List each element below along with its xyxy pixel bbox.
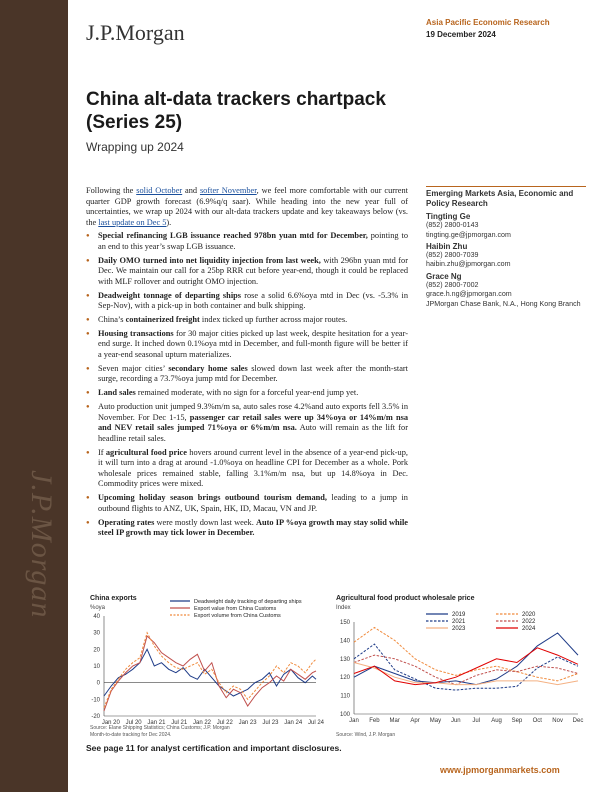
research-unit: Asia Pacific Economic Research <box>426 18 550 27</box>
y-tick-label: 150 <box>339 620 350 626</box>
y-unit-label: Index <box>336 605 351 611</box>
y-tick-label: 120 <box>339 675 350 682</box>
analyst-phone: (852) 2800-7039 <box>426 251 479 260</box>
report-header <box>426 18 550 39</box>
intro-paragraph <box>86 186 408 228</box>
x-tick-label: Jul 24 <box>307 720 325 726</box>
x-tick-label: Jan 24 <box>284 720 303 726</box>
analyst-name: Grace Ng <box>426 271 462 281</box>
agri-price-chart <box>334 590 588 740</box>
x-tick-label: Jan 23 <box>238 720 257 726</box>
disclosure-note: See page 11 for analyst certification and important disclosures. <box>86 743 342 753</box>
y-tick-label: -10 <box>91 697 100 704</box>
legend-label: Export volume from China Customs <box>194 613 281 619</box>
takeaway-text: remained moderate, with no sign for a forceful year-end jump yet. <box>135 388 359 398</box>
page-subtitle: Wrapping up 2024 <box>86 140 184 154</box>
analyst-phone: (852) 2800-7002 <box>426 281 479 290</box>
series-line <box>354 648 578 685</box>
x-tick-label: Jul 22 <box>216 720 233 726</box>
intro-text: and <box>182 186 200 195</box>
takeaway-highlight: Daily OMO turned into net liquidity injection from last week, <box>98 255 321 265</box>
y-tick-label: 0 <box>96 680 100 687</box>
chart-title: China exports <box>90 595 137 602</box>
takeaway-item <box>86 388 408 399</box>
takeaway-text: China’s <box>98 315 126 325</box>
y-tick-label: 30 <box>93 630 100 637</box>
takeaway-highlight: Housing transactions <box>98 328 174 338</box>
takeaway-item <box>86 256 408 288</box>
x-tick-label: Apr <box>410 718 420 724</box>
sidebar-watermark: J.P.Morgan <box>25 470 58 619</box>
page-title: China alt-data trackers chartpack (Series 25) <box>86 89 386 133</box>
legend-label: 2021 <box>452 619 466 625</box>
takeaway-highlight: Operating rates <box>98 517 155 527</box>
takeaway-highlight: passenger car retail sales were up 34%oya or 14%m/m nsa and NEV retail sales jumped 71%oya or 6%m/m nsa. <box>98 412 409 433</box>
series-line <box>354 663 578 685</box>
takeaway-text: rose a solid 6.6%oya mtd in Dec (vs. -5.3% in Sep-Nov), with a pick-up in both container and bulk shipping. <box>98 290 408 311</box>
x-tick-label: Aug <box>491 718 502 724</box>
link-solid-october[interactable]: solid October <box>136 186 183 195</box>
takeaway-item <box>86 518 408 539</box>
analyst-email[interactable]: grace.h.ng@jpmorgan.com <box>426 290 512 299</box>
analyst-name: Haibin Zhu <box>426 241 468 251</box>
takeaway-text: with 296bn yuan mtd for Dec. We maintain our call for a 25bp RRR cut before year-end, though it could be replaced with MLF rollover and outright OMO injection. <box>98 255 408 286</box>
takeaway-text: pointing to an end to this year’s swap LGB issuance. <box>98 231 408 251</box>
y-tick-label: 130 <box>339 656 350 663</box>
y-tick-label: 40 <box>93 614 100 620</box>
x-tick-label: Jul 23 <box>262 720 279 726</box>
takeaways-list <box>86 231 408 538</box>
china-exports-svg <box>86 590 325 740</box>
chart-note: Month-to-date tracking for Dec 2024. <box>90 732 172 738</box>
chart-source: Source: Wind, J.P. Morgan <box>336 732 396 738</box>
body-text <box>86 186 408 542</box>
legend-label: Deadweight daily tracking of departing ships <box>194 599 302 605</box>
takeaway-item <box>86 493 408 514</box>
legend-label: 2023 <box>452 626 466 632</box>
takeaway-item <box>86 402 408 444</box>
takeaway-text: Auto will remain as the lift for headline retail sales. <box>98 423 408 443</box>
takeaway-text: If <box>98 447 106 457</box>
y-tick-label: 140 <box>339 638 350 645</box>
legend-label: 2022 <box>522 619 536 625</box>
x-tick-label: Jan 22 <box>193 720 212 726</box>
takeaway-highlight: containerized freight <box>125 315 200 325</box>
analyst-panel <box>426 186 586 309</box>
chart-title: Agricultural food product wholesale price <box>336 595 475 602</box>
takeaway-highlight: agricultural food price <box>105 447 187 457</box>
x-tick-label: Sep <box>511 718 523 724</box>
x-tick-label: Nov <box>552 718 563 724</box>
x-tick-label: Jan <box>349 718 359 724</box>
takeaway-highlight: secondary home sales <box>168 363 248 373</box>
x-tick-label: Jun <box>450 718 461 724</box>
chart-source: Source: Elane Shipping Statistics; China Customs; J.P. Morgan <box>90 725 230 731</box>
takeaway-highlight: Special refinancing LGB issuance reached 978bn yuan mtd for December, <box>98 231 368 241</box>
takeaway-highlight: Land sales <box>98 388 136 398</box>
y-tick-label: -20 <box>91 714 100 720</box>
jpmorgan-logo: J.P.Morgan <box>86 20 185 45</box>
takeaway-text: Seven major cities’ <box>98 363 169 373</box>
takeaway-item <box>86 448 408 490</box>
takeaway-highlight: Deadweight tonnage of departing ships <box>98 290 242 300</box>
x-tick-label: Feb <box>369 718 380 724</box>
legend-label: Export value from China Customs <box>194 606 277 612</box>
takeaway-text: hovers around current level in the absence of a year-end pick-up, it will turn into a drag at around -1.0%oya on headline CPI for December as a whole. Pork wholesale prices remained stable, falling 3.1%m/m nsa, but up 14.8%oya in Dec. Commodity prices were mixed. <box>98 447 408 489</box>
takeaway-highlight: Upcoming holiday season brings outbound tourism demand, <box>98 493 328 503</box>
takeaway-text: index ticked up further across major routes. <box>199 315 348 325</box>
takeaway-text: leading to a jump in outbound flights to ANZ, UK, Spain, HK, ID, Macau, VN and JP. <box>98 493 408 513</box>
analyst-phone: (852) 2800-0143 <box>426 221 479 230</box>
series-line <box>354 655 578 685</box>
takeaway-text: slowed down last week after the month-start surge, recording a 73.7%oya jump mtd for December. <box>98 363 408 384</box>
series-line <box>104 633 316 708</box>
legend-label: 2024 <box>522 626 536 632</box>
takeaway-item <box>86 364 408 385</box>
analyst-name: Tingting Ge <box>426 212 471 221</box>
x-tick-label: Jul 20 <box>125 720 142 726</box>
y-tick-label: 110 <box>340 693 350 700</box>
takeaway-text: for 30 major cities picked up last week, despite hesitation for a year-end surge. It inched down 0.1%oya mtd in December, and full-month figure will be better if a year-end seasonal upturn materializes. <box>98 328 408 360</box>
agri-price-svg <box>334 590 588 740</box>
takeaway-item <box>86 231 408 252</box>
x-tick-label: Jan 21 <box>147 720 166 726</box>
analyst-email[interactable]: tingting.ge@jpmorgan.com <box>426 230 511 239</box>
legend-label: 2019 <box>452 612 466 618</box>
y-tick-label: 20 <box>93 647 100 654</box>
takeaway-text: were mostly down last week. <box>154 517 256 527</box>
y-tick-label: 10 <box>93 664 100 670</box>
analyst-email[interactable]: haibin.zhu@jpmorgan.com <box>426 260 511 269</box>
report-date: 19 December 2024 <box>426 30 496 39</box>
bank-entity: JPMorgan Chase Bank, N.A., Hong Kong Branch <box>426 299 581 308</box>
x-tick-label: Jan 20 <box>101 720 120 726</box>
takeaway-item <box>86 315 408 326</box>
x-tick-label: May <box>429 718 442 724</box>
series-line <box>354 633 578 685</box>
x-tick-label: Jul <box>472 718 481 724</box>
x-tick-label: Jul 21 <box>171 720 188 726</box>
x-tick-label: Mar <box>389 718 400 724</box>
intro-text: , we feel more comfortable with our current quarter GDP growth forecast (6.9%q/q saar). While heading into the new year full of uncertainties, we wrap up 2024 with our alt-data trackers update and key takeaways below (vs. the <box>86 186 408 227</box>
x-tick-label: Dec <box>572 718 584 724</box>
link-last-update[interactable]: last update on Dec 5 <box>98 217 167 227</box>
takeaway-text: Auto production unit jumped 9.3%m/m sa, auto sales rose 4.2%and auto exports fell 3.5% in November. For Dec 1-15, <box>98 402 408 422</box>
legend-label: 2020 <box>522 612 536 618</box>
brand-sidebar <box>0 0 68 792</box>
analyst-team-heading: Emerging Markets Asia, Economic and Policy Research <box>426 186 586 209</box>
intro-text: ). <box>166 217 172 227</box>
intro-text: Following the <box>86 186 137 195</box>
takeaway-item <box>86 291 408 312</box>
takeaway-item <box>86 329 408 361</box>
y-tick-label: 100 <box>339 712 350 718</box>
takeaway-highlight: Auto IP %oya growth may stay solid while steel IP growth may tick lower in December. <box>98 517 409 538</box>
china-exports-chart <box>86 590 325 740</box>
x-tick-label: Oct <box>532 718 542 724</box>
y-unit-label: %oya <box>90 605 106 611</box>
link-softer-november[interactable]: softer November <box>199 186 257 195</box>
footer-link[interactable]: www.jpmorganmarkets.com <box>440 765 560 775</box>
